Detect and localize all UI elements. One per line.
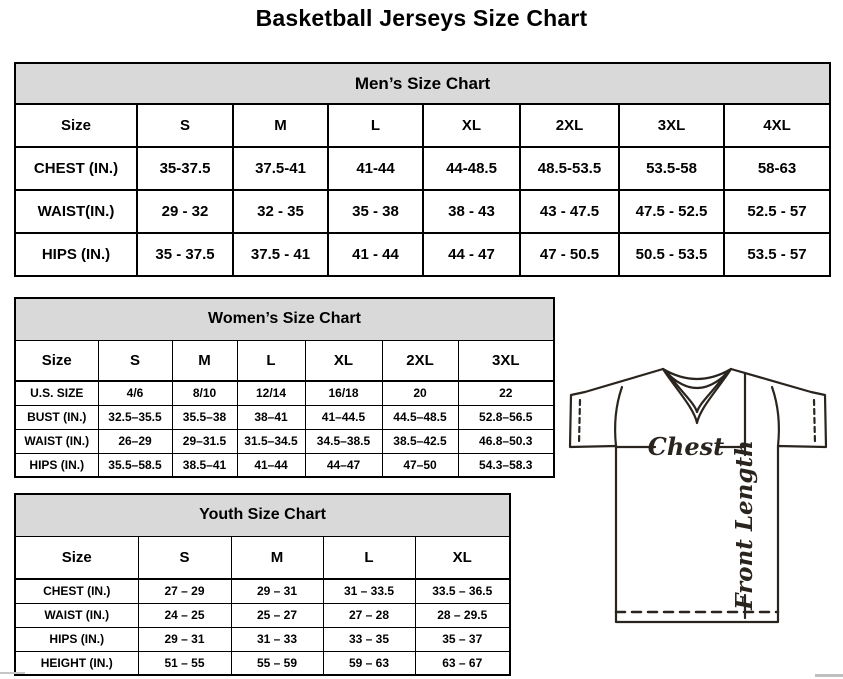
value-cell: 37.5-41	[233, 147, 328, 190]
value-cell: 44.5–48.5	[382, 405, 458, 429]
value-cell: 52.8–56.5	[458, 405, 554, 429]
value-cell: 41 - 44	[328, 233, 423, 276]
value-cell: 24 – 25	[138, 603, 231, 627]
value-cell: 35 – 37	[415, 627, 510, 651]
front-length-label: Front Length	[731, 440, 758, 610]
stray-mark	[0, 672, 25, 674]
size-header-cell: L	[328, 104, 423, 147]
youth-size-table	[14, 493, 511, 676]
value-cell: 38–41	[237, 405, 305, 429]
value-cell: 35 - 37.5	[137, 233, 233, 276]
value-cell: 63 – 67	[415, 651, 510, 675]
row-label-cell: HIPS (IN.)	[15, 233, 137, 276]
table-row	[15, 603, 510, 627]
size-header-cell: M	[172, 340, 237, 381]
value-cell: 32.5–35.5	[98, 405, 172, 429]
value-cell: 25 – 27	[231, 603, 323, 627]
size-header-cell: XL	[415, 536, 510, 579]
size-header-cell: S	[98, 340, 172, 381]
stray-mark	[815, 674, 843, 677]
row-label-cell: WAIST (IN.)	[15, 429, 98, 453]
value-cell: 29 – 31	[231, 579, 323, 603]
row-label-cell: HIPS (IN.)	[15, 453, 98, 477]
table-row	[15, 651, 510, 675]
row-label-cell: HEIGHT (IN.)	[15, 651, 138, 675]
size-header-cell: L	[323, 536, 415, 579]
value-cell: 31.5–34.5	[237, 429, 305, 453]
value-cell: 16/18	[305, 381, 382, 405]
value-cell: 28 – 29.5	[415, 603, 510, 627]
size-header-cell: M	[233, 104, 328, 147]
value-cell: 22	[458, 381, 554, 405]
value-cell: 27 – 28	[323, 603, 415, 627]
value-cell: 35 - 38	[328, 190, 423, 233]
table-title: Youth Size Chart	[15, 494, 510, 536]
value-cell: 59 – 63	[323, 651, 415, 675]
size-header-cell: XL	[305, 340, 382, 381]
value-cell: 33.5 – 36.5	[415, 579, 510, 603]
womens-size-table	[14, 297, 555, 478]
value-cell: 44 - 47	[423, 233, 520, 276]
value-cell: 51 – 55	[138, 651, 231, 675]
table-title: Men’s Size Chart	[15, 63, 830, 104]
table-row	[15, 147, 830, 190]
value-cell: 29–31.5	[172, 429, 237, 453]
table-row	[15, 429, 554, 453]
value-cell: 43 - 47.5	[520, 190, 619, 233]
value-cell: 48.5-53.5	[520, 147, 619, 190]
value-cell: 58-63	[724, 147, 830, 190]
jersey-outline-icon	[570, 369, 826, 622]
value-cell: 31 – 33	[231, 627, 323, 651]
size-header-cell: 3XL	[619, 104, 724, 147]
row-label-cell: WAIST(IN.)	[15, 190, 137, 233]
value-cell: 47.5 - 52.5	[619, 190, 724, 233]
value-cell: 20	[382, 381, 458, 405]
table-title: Women’s Size Chart	[15, 298, 554, 340]
value-cell: 44–47	[305, 453, 382, 477]
value-cell: 47–50	[382, 453, 458, 477]
page-title: Basketball Jerseys Size Chart	[255, 5, 588, 31]
value-cell: 38.5–41	[172, 453, 237, 477]
value-cell: 35.5–38	[172, 405, 237, 429]
value-cell: 32 - 35	[233, 190, 328, 233]
value-cell: 38.5–42.5	[382, 429, 458, 453]
value-cell: 12/14	[237, 381, 305, 405]
value-cell: 8/10	[172, 381, 237, 405]
value-cell: 50.5 - 53.5	[619, 233, 724, 276]
value-cell: 26–29	[98, 429, 172, 453]
size-header-cell: 3XL	[458, 340, 554, 381]
size-header-cell: Size	[15, 340, 98, 381]
value-cell: 53.5 - 57	[724, 233, 830, 276]
value-cell: 37.5 - 41	[233, 233, 328, 276]
jersey-measurement-diagram	[556, 358, 840, 658]
table-row	[15, 579, 510, 603]
value-cell: 27 – 29	[138, 579, 231, 603]
row-label-cell: WAIST (IN.)	[15, 603, 138, 627]
size-header-cell: Size	[15, 536, 138, 579]
table-row	[15, 381, 554, 405]
row-label-cell: U.S. SIZE	[15, 381, 98, 405]
value-cell: 29 – 31	[138, 627, 231, 651]
value-cell: 33 – 35	[323, 627, 415, 651]
chest-label: Chest	[647, 432, 725, 461]
table-row	[15, 453, 554, 477]
value-cell: 4/6	[98, 381, 172, 405]
value-cell: 35-37.5	[137, 147, 233, 190]
value-cell: 46.8–50.3	[458, 429, 554, 453]
row-label-cell: CHEST (IN.)	[15, 147, 137, 190]
value-cell: 53.5-58	[619, 147, 724, 190]
value-cell: 31 – 33.5	[323, 579, 415, 603]
value-cell: 47 - 50.5	[520, 233, 619, 276]
value-cell: 34.5–38.5	[305, 429, 382, 453]
table-row	[15, 627, 510, 651]
row-label-cell: BUST (IN.)	[15, 405, 98, 429]
size-header-cell: S	[138, 536, 231, 579]
value-cell: 41–44.5	[305, 405, 382, 429]
row-label-cell: HIPS (IN.)	[15, 627, 138, 651]
size-header-cell: Size	[15, 104, 137, 147]
value-cell: 35.5–58.5	[98, 453, 172, 477]
size-header-cell: S	[137, 104, 233, 147]
table-row	[15, 233, 830, 276]
table-row	[15, 405, 554, 429]
size-header-cell: M	[231, 536, 323, 579]
value-cell: 44-48.5	[423, 147, 520, 190]
row-label-cell: CHEST (IN.)	[15, 579, 138, 603]
size-header-cell: XL	[423, 104, 520, 147]
table-row	[15, 190, 830, 233]
size-header-cell: 2XL	[520, 104, 619, 147]
value-cell: 41–44	[237, 453, 305, 477]
value-cell: 55 – 59	[231, 651, 323, 675]
value-cell: 41-44	[328, 147, 423, 190]
value-cell: 52.5 - 57	[724, 190, 830, 233]
value-cell: 38 - 43	[423, 190, 520, 233]
value-cell: 54.3–58.3	[458, 453, 554, 477]
size-header-cell: 4XL	[724, 104, 830, 147]
mens-size-table	[14, 62, 831, 277]
size-header-cell: L	[237, 340, 305, 381]
size-header-cell: 2XL	[382, 340, 458, 381]
value-cell: 29 - 32	[137, 190, 233, 233]
